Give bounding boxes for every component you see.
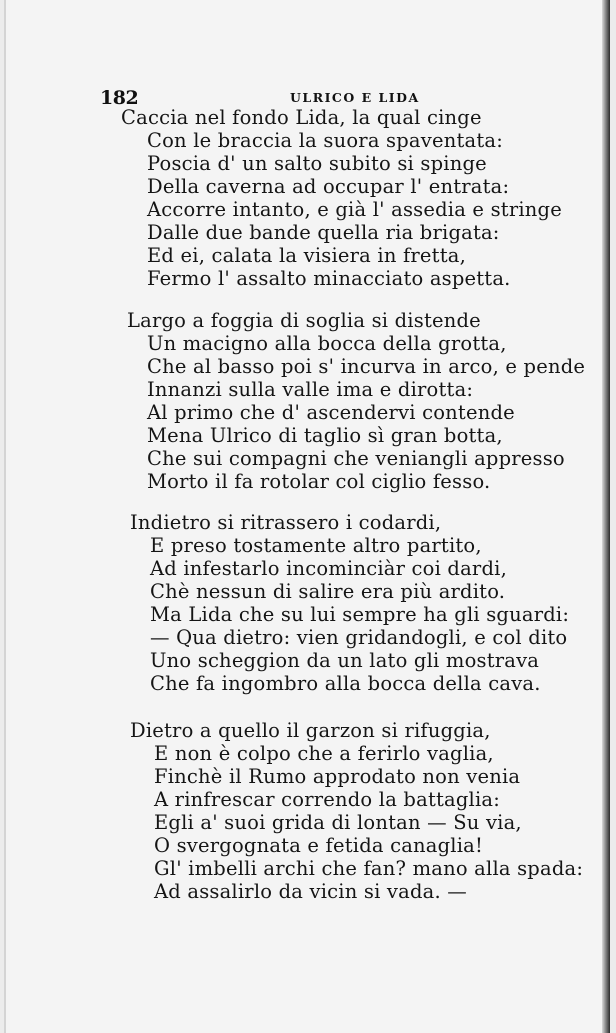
verse-line: Dietro a quello il garzon si rifuggia, xyxy=(130,719,491,742)
verse-line: E non è colpo che a ferirlo vaglia, xyxy=(154,742,494,765)
verse-line: Chè nessun di salire era più ardito. xyxy=(150,580,506,603)
verse-line: Ma Lida che su lui sempre ha gli sguardi: xyxy=(150,603,570,626)
verse-line: Innanzi sulla valle ima e dirotta: xyxy=(147,378,474,401)
verse-line: Poscia d' un salto subito si spinge xyxy=(147,152,487,175)
verse-line: Dalle due bande quella ria brigata: xyxy=(147,221,500,244)
verse-line: Con le braccia la suora spaventata: xyxy=(147,129,503,152)
verse-line: Ed ei, calata la visiera in fretta, xyxy=(147,244,466,267)
verse-line: Accorre intanto, e già l' assedia e stringe xyxy=(147,198,562,221)
verse-line: Un macigno alla bocca della grotta, xyxy=(147,332,507,355)
verse-line: Che al basso poi s' incurva in arco, e pende xyxy=(147,355,586,378)
verse-line: Gl' imbelli archi che fan? mano alla spada: xyxy=(154,857,584,880)
verse-line: Al primo che d' ascendervi contende xyxy=(147,401,515,424)
verse-line: Morto il fa rotolar col ciglio fesso. xyxy=(147,470,491,493)
verse-line: Finchè il Rumo approdato non venia xyxy=(154,765,521,788)
page-number: 182 xyxy=(100,87,139,109)
verse-line: O svergognata e fetida canaglia! xyxy=(154,834,484,857)
verse-line: Caccia nel fondo Lida, la qual cinge xyxy=(121,106,482,129)
verse-line: Della caverna ad occupar l' entrata: xyxy=(147,175,510,198)
verse-line: Che fa ingombro alla bocca della cava. xyxy=(150,672,541,695)
verse-line: E preso tostamente altro partito, xyxy=(150,534,482,557)
page-edge-shadow xyxy=(602,0,610,1033)
verse-line: Egli a' suoi grida di lontan — Su via, xyxy=(154,811,522,834)
verse-line: Indietro si ritrassero i codardi, xyxy=(130,511,442,534)
verse-line: Ad infestarlo incominciàr coi dardi, xyxy=(150,557,507,580)
verse-line: Ad assalirlo da vicin si vada. — xyxy=(154,880,467,903)
running-title: ULRICO E LIDA xyxy=(290,90,420,105)
verse-line: Fermo l' assalto minacciato aspetta. xyxy=(147,267,511,290)
verse-line: — Qua dietro: vien gridandogli, e col dito xyxy=(150,626,568,649)
verse-line: Mena Ulrico di taglio sì gran botta, xyxy=(147,424,503,447)
verse-line: Uno scheggion da un lato gli mostrava xyxy=(150,649,540,672)
verse-line: Largo a foggia di soglia si distende xyxy=(127,309,481,332)
verse-line: A rinfrescar correndo la battaglia: xyxy=(154,788,500,811)
book-page xyxy=(4,0,610,1033)
verse-line: Che sui compagni che veniangli appresso xyxy=(147,447,565,470)
